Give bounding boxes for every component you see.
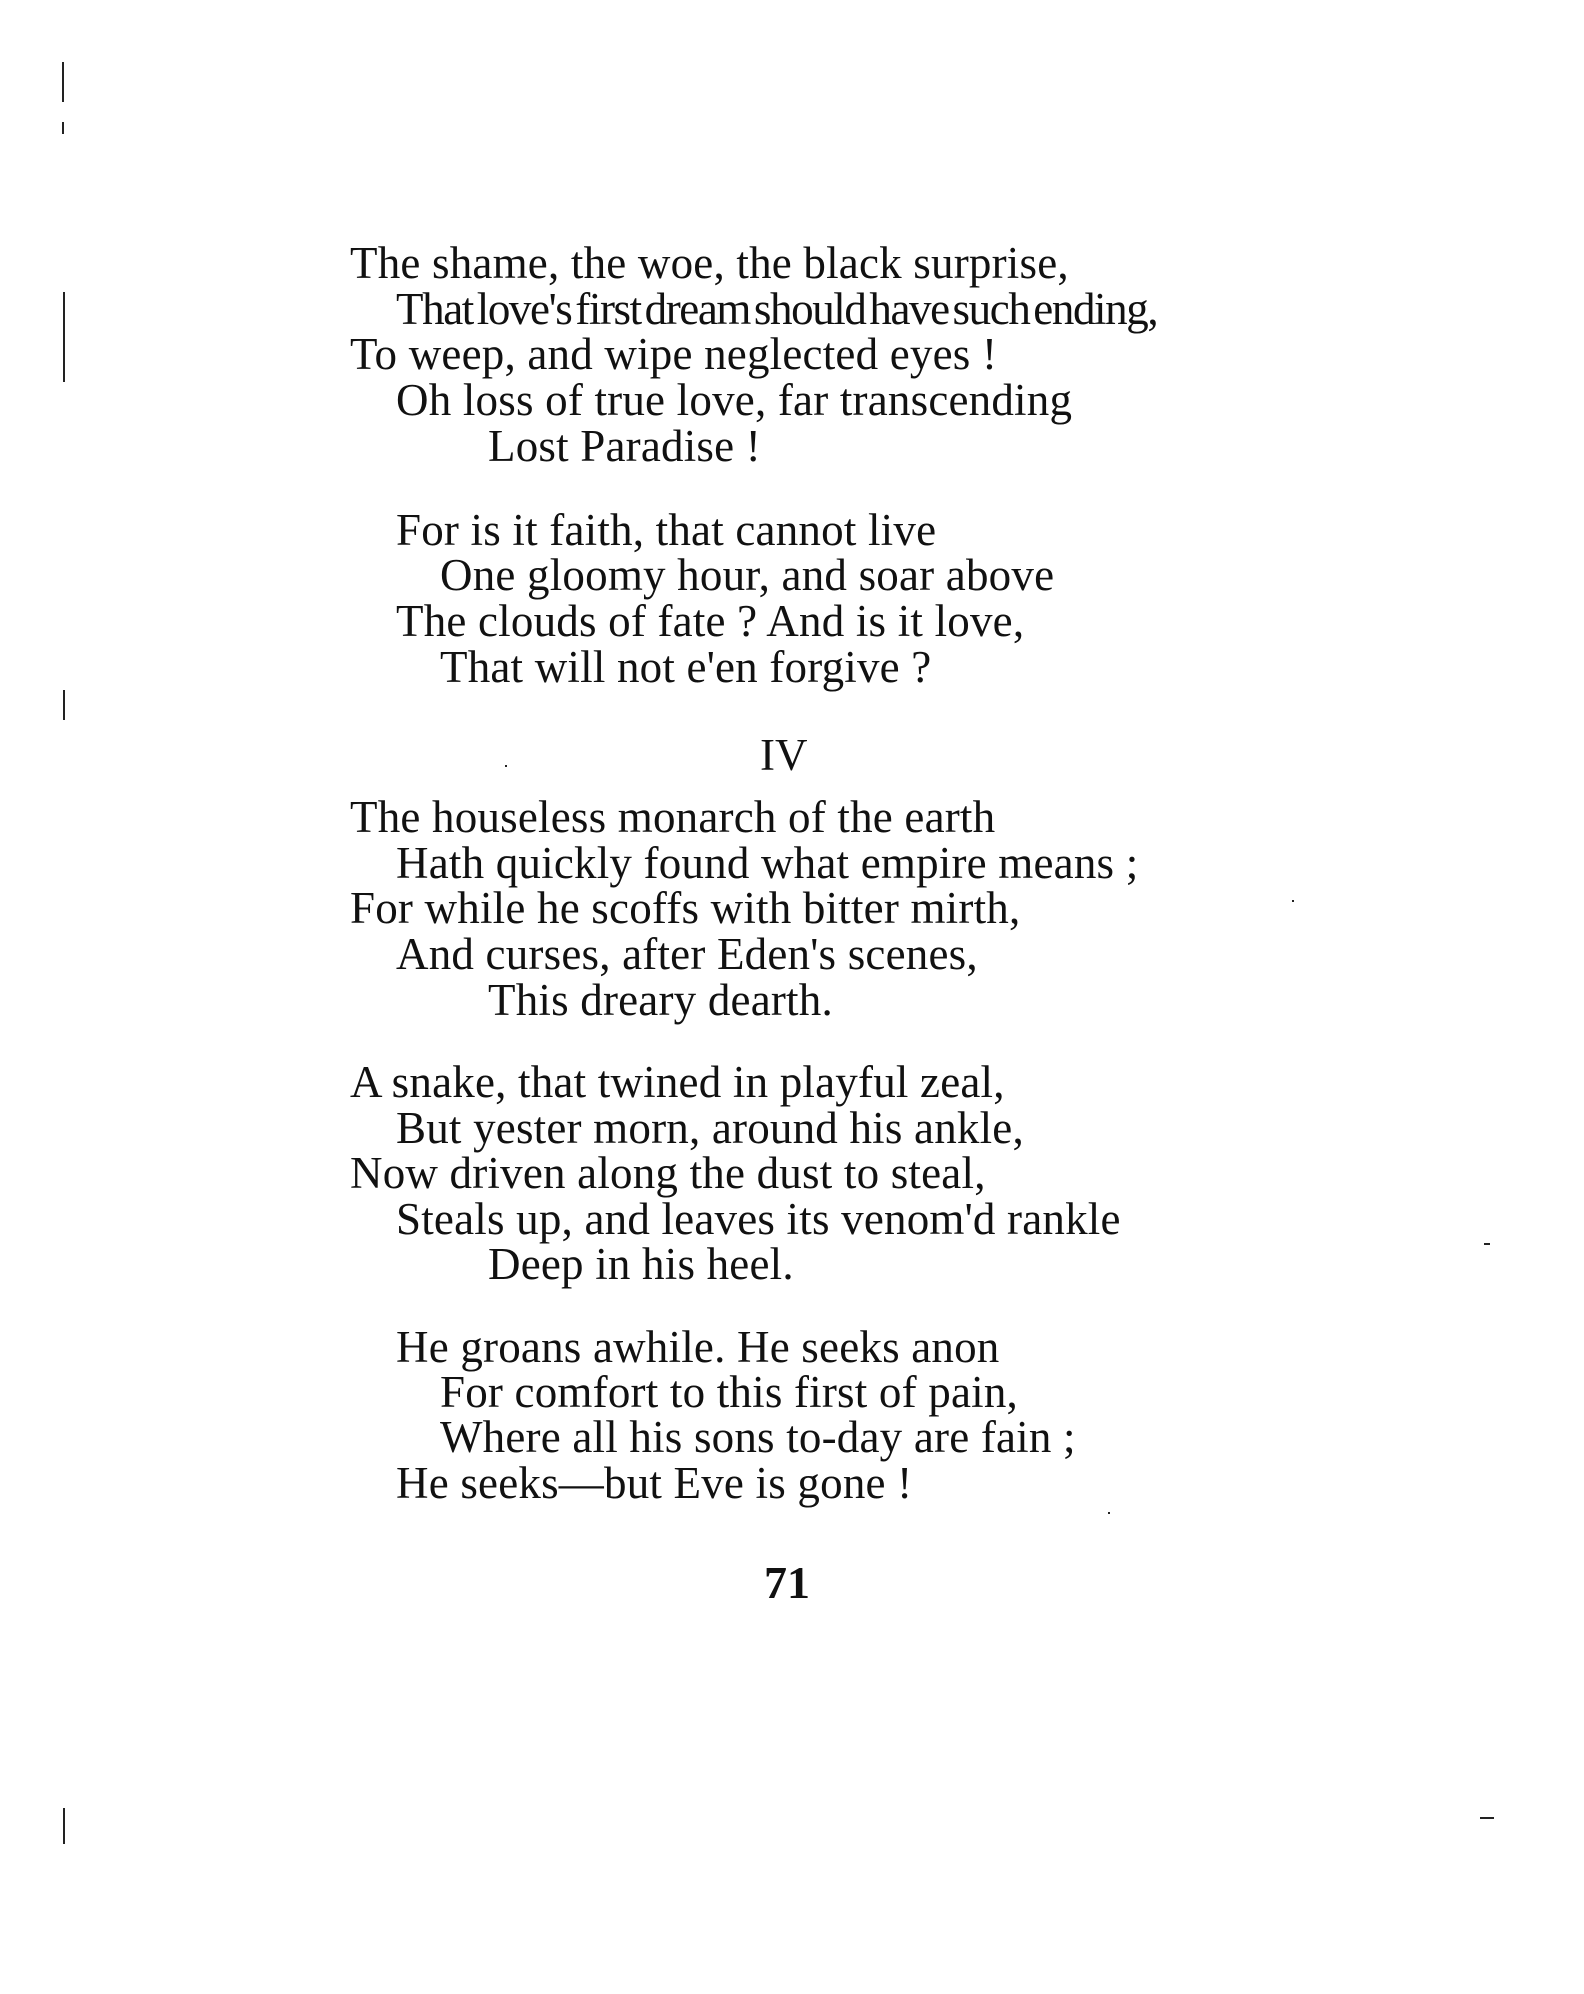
scan-mark	[1292, 900, 1294, 902]
poem-line: He seeks—but Eve is gone !	[396, 1458, 913, 1508]
poem-line: And curses, after Eden's scenes,	[396, 929, 978, 979]
poem-line: But yester morn, around his ankle,	[396, 1103, 1024, 1153]
scan-mark	[1480, 1817, 1494, 1819]
scan-mark	[63, 690, 65, 720]
scan-mark	[1108, 1512, 1110, 1514]
scan-mark	[62, 62, 64, 102]
poem-line: Deep in his heel.	[488, 1239, 794, 1289]
poem-line: That love's first dream should have such ending,	[396, 284, 1158, 334]
poem-line: Where all his sons to-day are fain ;	[440, 1412, 1076, 1462]
scan-mark	[63, 292, 65, 382]
poem-line: Lost Paradise !	[488, 421, 761, 471]
poem-line: Hath quickly found what empire means ;	[396, 838, 1139, 888]
poem-line: This dreary dearth.	[488, 975, 833, 1025]
poem-line: One gloomy hour, and soar above	[440, 550, 1055, 600]
poem-line: That will not e'en forgive ?	[440, 642, 932, 692]
poem-line: Oh loss of true love, far transcending	[396, 375, 1073, 425]
poem-line: The clouds of fate ? And is it love,	[396, 596, 1025, 646]
poem-line: Now driven along the dust to steal,	[350, 1148, 986, 1198]
poem-line: A snake, that twined in playful zeal,	[350, 1057, 1005, 1107]
scan-mark	[63, 1808, 65, 1844]
scan-mark	[1484, 1243, 1490, 1245]
poem-line: The houseless monarch of the earth	[350, 792, 996, 842]
poem-line: For is it faith, that cannot live	[396, 505, 937, 555]
poem-line: To weep, and wipe neglected eyes !	[350, 329, 998, 379]
poem-line: For comfort to this first of pain,	[440, 1367, 1018, 1417]
page-number: 71	[764, 1557, 810, 1608]
poem-line: For while he scoffs with bitter mirth,	[350, 883, 1021, 933]
poem-line: He groans awhile. He seeks anon	[396, 1322, 1000, 1372]
section-heading: IV	[760, 730, 808, 780]
scan-mark	[62, 122, 64, 134]
scan-mark	[505, 765, 507, 767]
poem-line: The shame, the woe, the black surprise,	[350, 238, 1069, 288]
poem-line: Steals up, and leaves its venom'd rankle	[396, 1194, 1121, 1244]
